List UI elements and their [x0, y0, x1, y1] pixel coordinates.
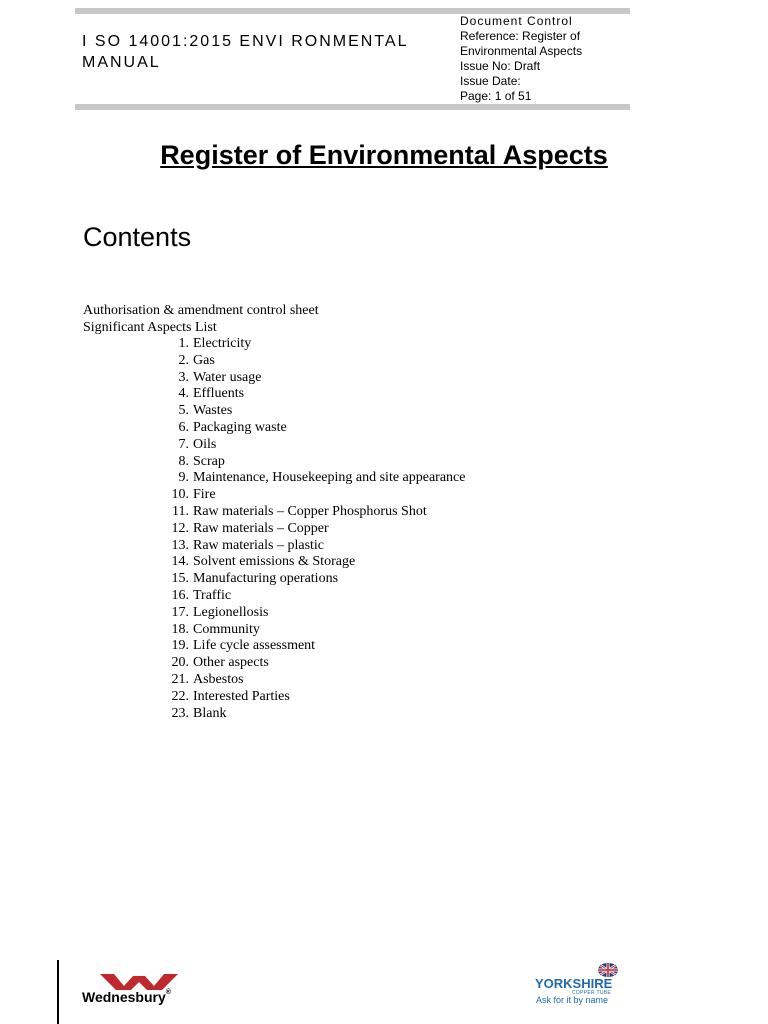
wednesbury-w-mark-icon [100, 974, 178, 990]
aspect-list-item [83, 622, 466, 639]
aspect-label: Legionellosis [193, 604, 269, 620]
aspect-label: Scrap [193, 453, 225, 469]
aspect-label: Oils [193, 436, 217, 452]
aspect-number: 1. [178, 336, 189, 351]
manual-title-line2: MANUAL [82, 54, 161, 71]
contents-entry-significant-aspects: Significant Aspects List [83, 320, 217, 335]
aspect-list-item [83, 454, 466, 471]
aspect-label: Traffic [193, 587, 232, 603]
aspect-number: 22. [171, 688, 189, 704]
aspect-number: 17. [171, 604, 189, 620]
aspect-list-item [83, 353, 466, 370]
contents-intro [83, 302, 319, 336]
manual-title-line1: I SO 14001:2015 ENVI RONMENTAL [82, 33, 409, 50]
aspect-number: 11. [172, 503, 189, 519]
aspect-list-item [83, 420, 466, 437]
manual-title [82, 31, 432, 73]
aspect-number: 15. [171, 571, 189, 587]
aspect-number: 6. [178, 419, 189, 435]
header-bottom-rule [75, 104, 630, 110]
aspect-list-item [83, 538, 466, 555]
aspect-label: Electricity [193, 336, 252, 351]
aspect-number: 8. [178, 453, 189, 469]
wednesbury-logo-text: Wednesbury [82, 989, 166, 1005]
aspect-label: Raw materials – Copper [193, 520, 329, 536]
aspect-label: Raw materials – Copper Phosphorus Shot [193, 503, 427, 519]
aspect-label: Raw materials – plastic [193, 537, 325, 553]
aspect-list-item [83, 655, 466, 672]
aspect-number: 7. [178, 436, 189, 452]
aspect-label: Blank [193, 705, 227, 721]
document-control-block [460, 14, 635, 104]
doc-page-number: Page: 1 of 51 [460, 89, 532, 103]
aspect-list-item [83, 521, 466, 538]
aspect-number: 23. [171, 705, 189, 721]
doc-control-heading: Document Control [460, 14, 573, 28]
aspect-number: 3. [178, 369, 189, 385]
aspect-label: Manufacturing operations [193, 571, 339, 587]
aspect-label: Life cycle assessment [193, 638, 316, 654]
aspect-list-item [83, 672, 466, 689]
aspect-list-item [83, 638, 466, 655]
doc-issue-date: Issue Date: [460, 74, 521, 88]
contents-entry-authorisation: Authorisation & amendment control sheet [83, 303, 319, 318]
aspect-list-item [83, 571, 466, 588]
aspect-label: Water usage [193, 369, 262, 385]
aspect-label: Gas [193, 352, 215, 368]
aspect-number: 2. [178, 352, 189, 368]
aspect-label: Fire [193, 487, 216, 503]
aspect-number: 12. [171, 520, 189, 536]
aspect-list-item [83, 588, 466, 605]
aspect-number: 9. [178, 470, 189, 486]
aspect-number: 18. [171, 621, 189, 637]
aspect-list-item [83, 554, 466, 571]
aspect-number: 21. [171, 671, 189, 687]
aspect-list-item [83, 504, 466, 521]
aspect-number: 10. [171, 487, 189, 503]
wednesbury-logo [80, 972, 200, 1012]
aspect-label: Community [193, 621, 260, 637]
aspect-label: Packaging waste [193, 419, 287, 435]
aspect-list-item [83, 706, 466, 723]
copper-tube-subtext: COPPER TUBE [572, 990, 612, 996]
aspect-list-item [83, 386, 466, 403]
aspects-list [83, 336, 466, 722]
aspect-number: 14. [171, 554, 189, 570]
aspect-list-item [83, 689, 466, 706]
footer-margin-rule [57, 960, 59, 1024]
aspect-list-item [83, 437, 466, 454]
doc-issue-no: Issue No: Draft [460, 59, 541, 73]
contents-heading: Contents [83, 222, 192, 252]
aspect-number: 4. [178, 386, 189, 402]
aspect-label: Effluents [193, 386, 245, 402]
aspect-list-item [83, 470, 466, 487]
aspect-list-item [83, 605, 466, 622]
aspect-list-item [83, 487, 466, 504]
aspect-label: Solvent emissions & Storage [193, 554, 356, 570]
aspect-number: 13. [171, 537, 189, 553]
yorkshire-tagline: Ask for it by name [536, 995, 609, 1005]
aspect-label: Wastes [193, 403, 233, 419]
document-title: Register of Environmental Aspects [160, 140, 608, 170]
wednesbury-registered-mark: ® [165, 989, 171, 996]
aspect-number: 16. [171, 587, 189, 603]
yorkshire-logo-text: YORKSHIRE [535, 976, 613, 991]
aspect-label: Other aspects [193, 655, 269, 671]
aspect-label: Maintenance, Housekeeping and site appearance [193, 470, 466, 486]
yorkshire-copper-tube-logo [532, 962, 628, 1012]
aspect-list-item [83, 403, 466, 420]
aspect-number: 19. [171, 638, 189, 654]
doc-reference-line2: Environmental Aspects [460, 44, 583, 58]
aspect-number: 20. [171, 655, 189, 671]
aspect-list-item [83, 336, 466, 353]
aspect-label: Asbestos [193, 671, 244, 687]
aspect-number: 5. [178, 403, 189, 419]
doc-reference-line1: Reference: Register of [460, 29, 581, 43]
aspect-list-item [83, 370, 466, 387]
aspect-label: Interested Parties [193, 688, 290, 704]
